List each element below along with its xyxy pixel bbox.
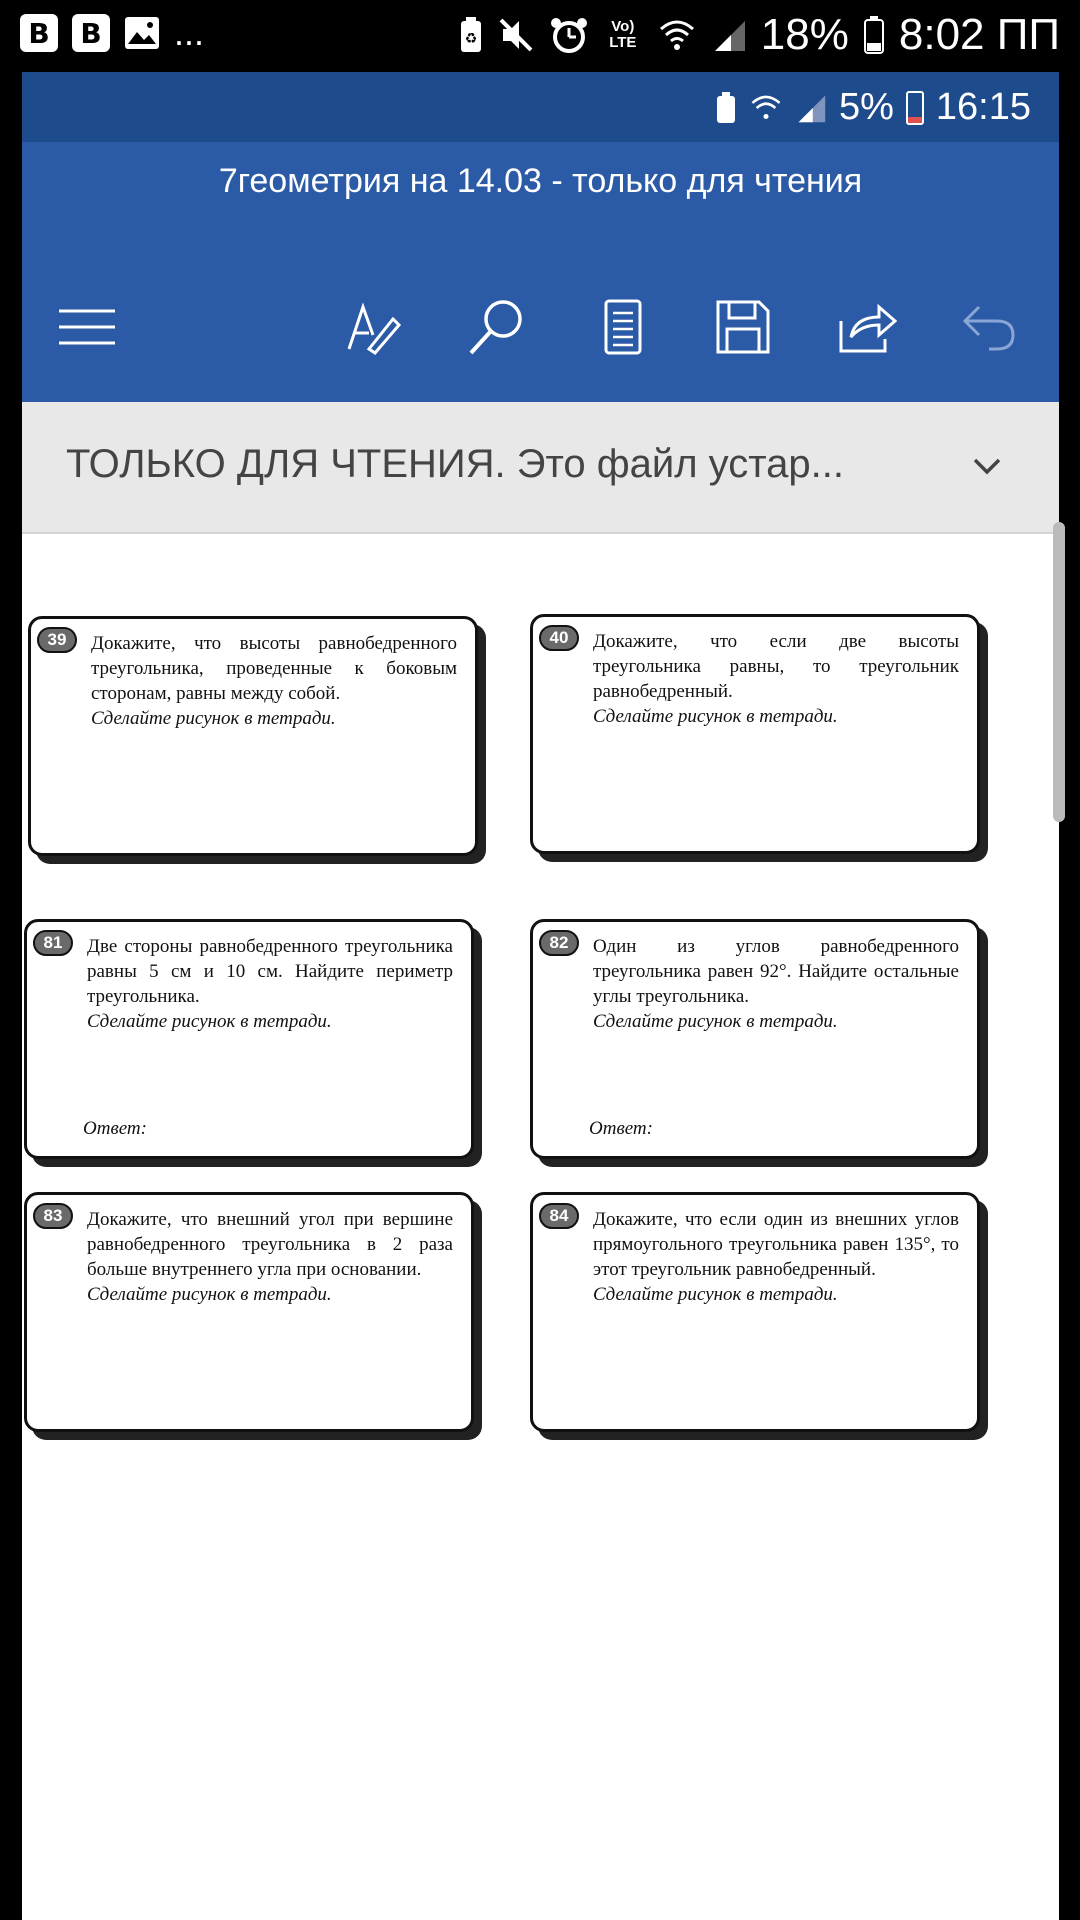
vk-icon: B <box>72 14 110 52</box>
task-card <box>24 1192 474 1432</box>
document-page <box>22 534 1059 1920</box>
wifi-icon <box>657 17 697 53</box>
battery-low-icon <box>906 91 924 125</box>
read-only-message: ТОЛЬКО ДЛЯ ЧТЕНИЯ. Это файл устар... <box>66 442 844 486</box>
task-card <box>530 614 980 854</box>
app-header <box>22 142 1059 402</box>
task-number: 83 <box>33 1203 73 1229</box>
device-status-bar <box>0 0 1080 72</box>
task-number: 40 <box>539 625 579 651</box>
gallery-icon <box>124 16 160 50</box>
battery-saver-icon <box>459 16 483 54</box>
task-prompt: Сделайте рисунок в тетради. <box>593 706 838 727</box>
volte-lte-icon: Vo) LTE <box>609 18 637 51</box>
task-number: 81 <box>33 930 73 956</box>
toolbar <box>22 292 1059 372</box>
task-card <box>530 919 980 1159</box>
signal-icon <box>795 92 827 124</box>
task-prompt: Сделайте рисунок в тетради. <box>87 1284 332 1305</box>
battery-percent: 18% <box>760 10 849 59</box>
scrollbar[interactable] <box>1053 522 1065 822</box>
share-button[interactable] <box>832 292 902 362</box>
edit-pen-icon <box>345 299 401 355</box>
task-number: 39 <box>37 627 77 653</box>
chevron-down-icon[interactable] <box>967 446 1007 486</box>
task-text: Докажите, что внешний угол при вершине равнобедренного треугольника в 2 раза больше внутреннего угла при основании. <box>87 1209 453 1280</box>
task-text: Две стороны равнобедренного треугольника равны 5 см и 10 см. Найдите периметр треугольника. <box>87 936 453 1007</box>
task-card <box>24 919 474 1159</box>
task-prompt: Сделайте рисунок в тетради. <box>87 1011 332 1032</box>
answer-label: Ответ: <box>589 1118 653 1139</box>
word-app-screen <box>22 72 1059 1920</box>
clock: 8:02 ПП <box>898 10 1060 59</box>
task-number: 84 <box>539 1203 579 1229</box>
mobile-view-icon <box>603 299 643 355</box>
wifi-icon <box>749 92 783 124</box>
battery-charging-icon <box>863 15 885 55</box>
task-text: Докажите, что если две высоты треугольника равны, то треугольник равнобедренный. <box>593 631 959 702</box>
task-text-block <box>593 1207 959 1307</box>
save-icon <box>715 299 771 355</box>
share-icon <box>837 299 897 355</box>
search-button[interactable] <box>462 292 532 362</box>
undo-button[interactable] <box>954 292 1024 362</box>
task-text-block <box>593 934 959 1034</box>
task-text-block <box>87 1207 453 1307</box>
task-text: Один из углов равнобедренного треугольника равен 92°. Найдите остальные углы треугольника. <box>593 936 959 1007</box>
save-button[interactable] <box>708 292 778 362</box>
vk-icon: B <box>20 14 58 52</box>
task-card <box>530 1192 980 1432</box>
task-prompt: Сделайте рисунок в тетради. <box>593 1284 838 1305</box>
undo-icon <box>961 301 1017 353</box>
alarm-icon <box>549 15 589 55</box>
inner-status-bar <box>22 72 1059 142</box>
document-title: 7геометрия на 14.03 - только для чтения <box>218 162 863 200</box>
task-card <box>28 616 478 856</box>
task-prompt: Сделайте рисунок в тетради. <box>593 1011 838 1032</box>
signal-icon <box>711 17 747 53</box>
battery-percent: 5% <box>838 86 894 128</box>
mobile-view-button[interactable] <box>588 292 658 362</box>
task-text-block <box>87 934 453 1034</box>
task-number: 82 <box>539 930 579 956</box>
mute-icon <box>497 16 535 54</box>
edit-button[interactable] <box>338 292 408 362</box>
more-notifications-label: ... <box>174 12 205 53</box>
task-text-block <box>593 629 959 729</box>
read-only-banner[interactable] <box>22 402 1059 534</box>
answer-label: Ответ: <box>83 1118 147 1139</box>
svg-text:♻: ♻ <box>464 31 478 47</box>
menu-button[interactable] <box>52 292 122 362</box>
task-text: Докажите, что если один из внешних углов прямоугольного треугольника равен 135°, то этот треугольник равнобедренный. <box>593 1209 959 1280</box>
battery-saver-icon <box>715 91 737 125</box>
task-prompt: Сделайте рисунок в тетради. <box>91 708 336 729</box>
task-text: Докажите, что высоты равнобедренного треугольника, проведенные к боковым сторонам, равны между собой. <box>91 633 457 704</box>
clock: 16:15 <box>935 86 1031 128</box>
task-text-block <box>91 631 457 731</box>
menu-icon <box>57 307 117 347</box>
search-icon <box>467 297 527 357</box>
